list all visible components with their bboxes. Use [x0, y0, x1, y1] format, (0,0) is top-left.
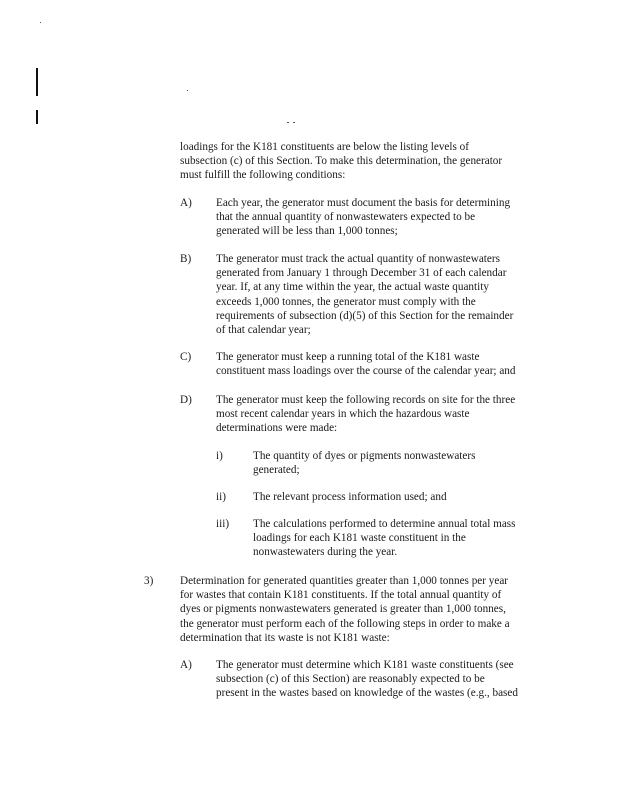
subitem-label: ii) — [216, 491, 226, 503]
subitem-ii-text — [253, 490, 447, 504]
text-line: that the annual quantity of nonwastewaters expected to be — [216, 211, 476, 224]
scan-speck — [40, 22, 41, 23]
text-line: The quantity of dyes or pigments nonwastewaters — [253, 450, 476, 462]
text-line: present in the wastes based on knowledge of the wastes (e.g., based — [216, 687, 518, 700]
text-line: must fulfill the following conditions: — [180, 169, 346, 182]
section-3-text — [180, 574, 510, 645]
section-3-item-a-text — [216, 658, 518, 701]
item-a-text — [216, 196, 510, 239]
item-label: B) — [180, 253, 192, 265]
text-line: generated will be less than 1,000 tonnes; — [216, 225, 398, 238]
text-line: determinations were made: — [216, 422, 338, 435]
text-line: constituent mass loadings over the course of the calendar year; and — [216, 365, 516, 378]
text-line: exceeds 1,000 tonnes, the generator must comply with the — [216, 295, 476, 308]
text-line: Each year, the generator must document the basis for determining — [216, 197, 511, 209]
item-label: A) — [180, 197, 192, 209]
text-line: subsection (c) of this Section. To make this determination, the generator — [180, 155, 503, 168]
item-label: A) — [180, 659, 192, 671]
text-line: The relevant process information used; and — [253, 491, 447, 503]
text-line: The generator must track the actual quantity of nonwastewaters — [216, 253, 500, 265]
text-line: of that calendar year; — [216, 324, 311, 337]
subitem-label: i) — [216, 450, 223, 462]
subitem-label: iii) — [216, 518, 230, 530]
text-line: The generator must keep a running total of the K181 waste — [216, 351, 480, 363]
scan-speck — [293, 122, 295, 123]
scan-speck — [187, 90, 188, 91]
text-line: Determination for generated quantities greater than 1,000 tonnes per year — [180, 575, 509, 587]
subitem-iii-text — [253, 517, 516, 560]
text-line: dyes or pigments nonwastewaters generated is greater than 1,000 tonnes, — [180, 603, 506, 616]
text-line: year. If, at any time within the year, the actual waste quantity — [216, 281, 489, 294]
item-c-text — [216, 350, 515, 378]
text-line: The calculations performed to determine annual total mass — [253, 518, 516, 530]
item-label: D) — [180, 394, 192, 406]
text-line: subsection (c) of this Section) are reasonably expected to be — [216, 673, 485, 686]
item-d-text — [216, 393, 515, 436]
text-line: loadings for the K181 constituents are below the listing levels of — [180, 141, 469, 153]
text-line: determination that its waste is not K181 waste: — [180, 631, 390, 644]
item-b-text — [216, 252, 513, 337]
section-label: 3) — [144, 575, 154, 587]
text-line: requirements of subsection (d)(5) of this Section for the remainder — [216, 309, 514, 322]
margin-change-bar — [36, 68, 38, 96]
text-line: The generator must keep the following records on site for the three — [216, 394, 516, 406]
intro-paragraph — [180, 140, 502, 183]
text-line: most recent calendar years in which the hazardous waste — [216, 408, 470, 421]
text-line: the generator must perform each of the following steps in order to make a — [180, 617, 510, 630]
text-line: nonwastewaters during the year. — [253, 546, 398, 559]
item-label: C) — [180, 351, 192, 363]
text-line: generated; — [253, 464, 300, 477]
subitem-i-text — [253, 449, 475, 477]
text-line: generated from January 1 through December 31 of each calendar — [216, 267, 507, 280]
text-line: for wastes that contain K181 constituents. If the total annual quantity of — [180, 589, 502, 602]
scan-speck — [287, 122, 289, 123]
margin-change-bar — [36, 110, 38, 124]
text-line: loadings for each K181 waste constituent in the — [253, 532, 466, 545]
text-line: The generator must determine which K181 waste constituents (see — [216, 659, 514, 671]
